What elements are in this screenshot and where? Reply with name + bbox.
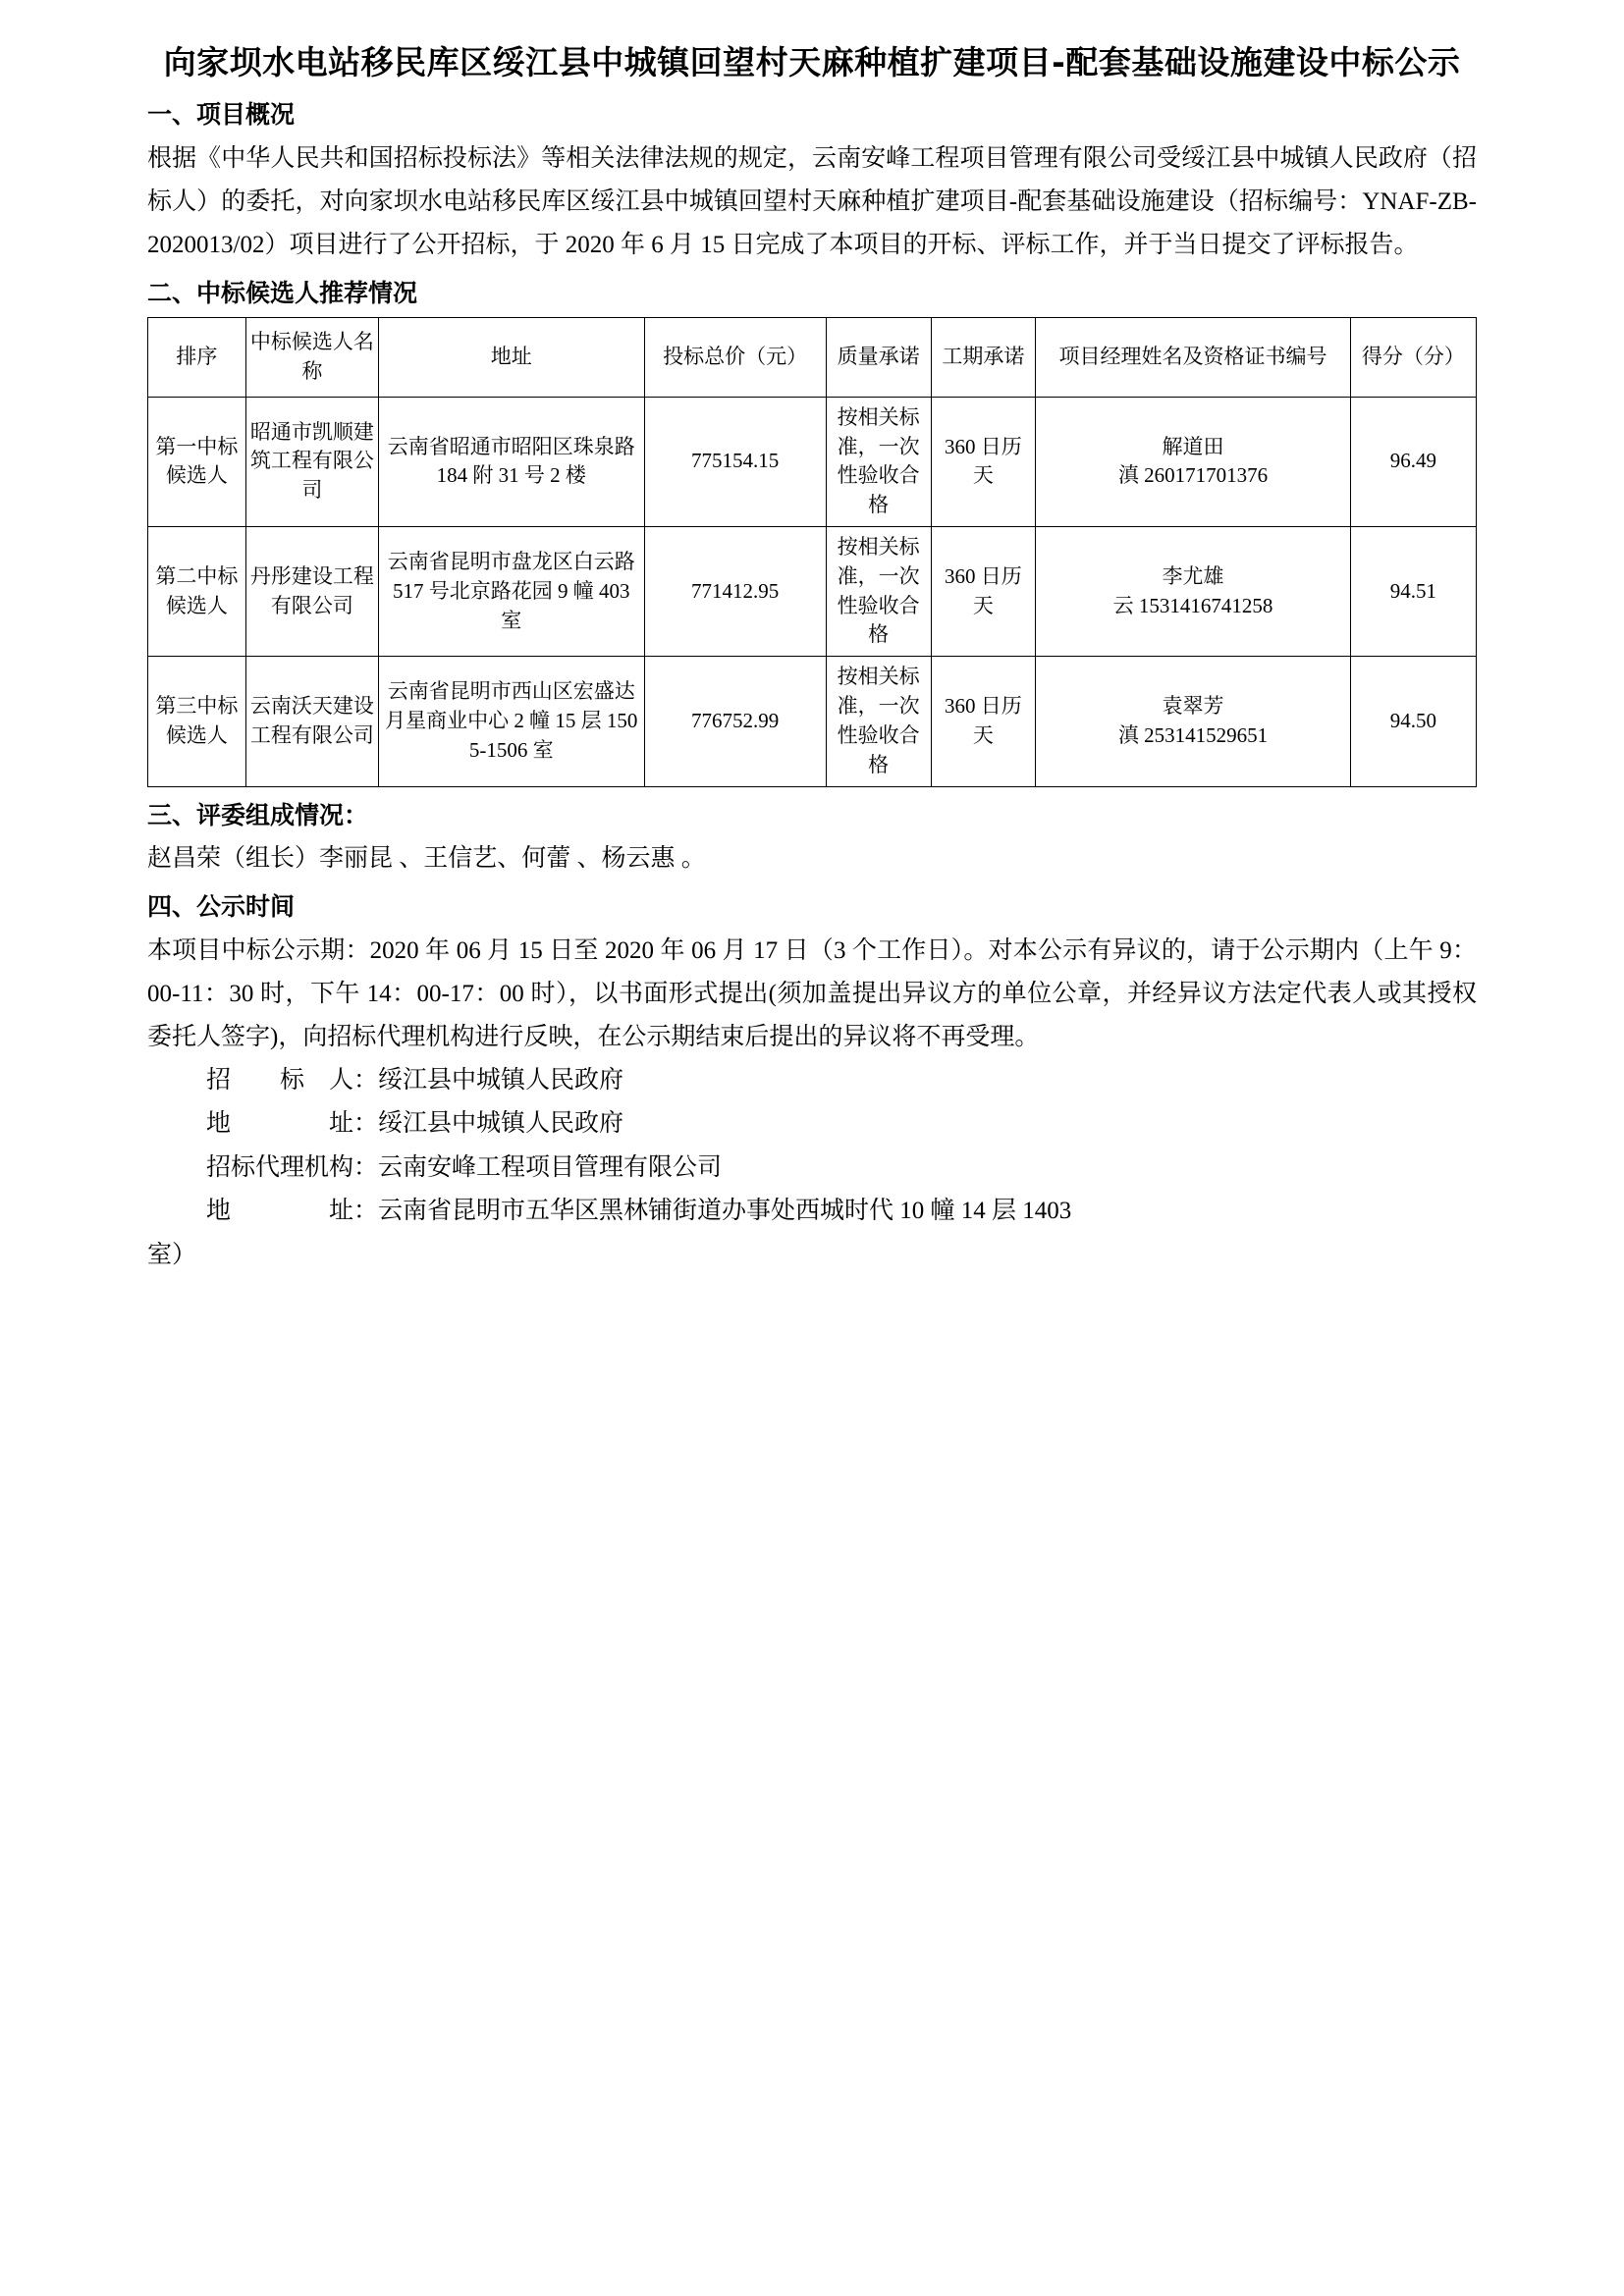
table-row [148,527,1477,657]
contact-line-agency-address: 地 址：云南省昆明市五华区黑林铺街道办事处西城时代 10 幢 14 层 1403 [206,1198,1072,1224]
cell-name: 丹彤建设工程有限公司 [245,527,378,657]
contact-line-agency: 招标代理机构：云南安峰工程项目管理有限公司 [206,1153,723,1181]
manager-cert: 滇 253141529651 [1117,722,1269,747]
manager-name: 解道田 [1162,434,1224,458]
cell-price: 776752.99 [644,657,826,786]
page-title: 向家坝水电站移民库区绥江县中城镇回望村天麻种植扩建项目-配套基础设施建设中标公示 [163,43,1461,81]
cell-price: 771412.95 [644,527,826,657]
cell-name: 云南沃天建设工程有限公司 [245,657,378,786]
cell-price: 775154.15 [644,397,826,526]
contact-line-tenderee-address: 地 址：绥江县中城镇人民政府 [206,1110,624,1137]
column-header-score: 得分（分） [1350,318,1476,398]
column-header-rank: 排序 [148,318,246,398]
contact-line-tenderee: 招 标 人：绥江县中城镇人民政府 [206,1066,624,1094]
cell-name: 昭通市凯顺建筑工程有限公司 [245,397,378,526]
section-heading-candidates: 二、中标候选人推荐情况 [147,278,418,307]
cell-score: 96.49 [1350,397,1476,526]
table-row [148,657,1477,786]
section-heading-overview: 一、项目概况 [147,100,296,130]
manager-name: 袁翠芳 [1162,694,1224,719]
cell-period: 360 日历天 [931,657,1036,786]
cell-quality: 按相关标准，一次性验收合格 [826,527,931,657]
section-body-committee: 赵昌荣（组长）李丽昆 、王信艺、何蕾 、杨云惠 。 [147,845,706,872]
manager-cert: 滇 260171701376 [1117,463,1269,488]
cell-quality: 按相关标准，一次性验收合格 [826,657,931,786]
cell-address: 云南省昆明市盘龙区白云路 517 号北京路花园 9 幢 403 室 [378,527,644,657]
column-header-period: 工期承诺 [931,318,1036,398]
cell-rank: 第一中标候选人 [148,397,246,526]
section-heading-committee: 三、评委组成情况： [147,800,369,829]
cell-address: 云南省昆明市西山区宏盛达月星商业中心 2 幢 15 层 1505-1506 室 [378,657,644,786]
cell-score: 94.50 [1350,657,1476,786]
manager-cert: 云 1531416741258 [1112,593,1273,617]
column-header-manager: 项目经理姓名及资格证书编号 [1036,318,1350,398]
cell-rank: 第二中标候选人 [148,527,246,657]
section-body-overview: 根据《中华人民共和国招标投标法》等相关法律法规的规定，云南安峰工程项目管理有限公司受绥江县中城镇人民政府（招标人）的委托，对向家坝水电站移民库区绥江县中城镇回望村天麻种植扩建项目-配套基础设施建设（招标编号：YNAF-ZB-2020013/02）项目进行了公开招标，于 2020 年 6 月 15 日完成了本项目的开标、评标工作，并于当日提交了评标报告。 [147,144,1477,258]
table-row [148,397,1477,526]
contact-line-agency-address-tail: 室） [147,1241,197,1268]
cell-manager [1036,657,1350,786]
candidates-table [147,317,1477,786]
cell-address: 云南省昭通市昭阳区珠泉路 184 附 31 号 2 楼 [378,397,644,526]
column-header-price: 投标总价（元） [644,318,826,398]
cell-manager [1036,397,1350,526]
table-header-row [148,318,1477,398]
column-header-address: 地址 [378,318,644,398]
section-body-notice-period: 本项目中标公示期：2020 年 06 月 15 日至 2020 年 06 月 17 日（3 个工作日）。对本公示有异议的，请于公示期内（上午 9：00-11：30 时，下午 14：00-17：00 时），以书面形式提出(须加盖提出异议方的单位公章，并经异议方法定代表人或其授权委托人签字)，向招标代理机构进行反映，在公示期结束后提出的异议将不再受理。 [147,936,1477,1050]
column-header-quality: 质量承诺 [826,318,931,398]
cell-rank: 第三中标候选人 [148,657,246,786]
cell-period: 360 日历天 [931,527,1036,657]
cell-period: 360 日历天 [931,397,1036,526]
cell-score: 94.51 [1350,527,1476,657]
cell-manager [1036,527,1350,657]
cell-quality: 按相关标准，一次性验收合格 [826,397,931,526]
column-header-name: 中标候选人名称 [245,318,378,398]
section-heading-notice-period: 四、公示时间 [147,892,296,921]
manager-name: 李尤雄 [1162,563,1224,588]
